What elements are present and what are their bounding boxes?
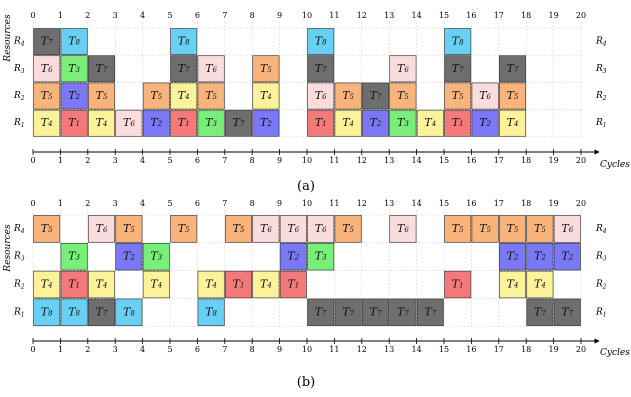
cell-label: T1 [177, 115, 190, 129]
cell-label: T6 [396, 221, 409, 235]
cell-label: T4 [342, 115, 355, 129]
bottom-tick-label: 17 [493, 156, 504, 165]
cell-label: T5 [177, 221, 190, 235]
cell-label: T1 [451, 115, 464, 129]
bottom-tick-label: 20 [575, 345, 587, 354]
top-tick-label: 11 [329, 199, 340, 208]
top-tick-label: 13 [384, 199, 395, 208]
bottom-tick-label: 12 [356, 156, 367, 165]
top-tick-label: 12 [356, 199, 367, 208]
cell-label: T5 [95, 88, 108, 102]
bottom-tick-label: 3 [112, 156, 118, 165]
row-label-left: $R_4$ [14, 223, 25, 235]
cell-label: T8 [68, 304, 81, 318]
cell-label: T7 [95, 304, 108, 318]
cell-label: T6 [259, 221, 272, 235]
cell-label: T5 [342, 221, 355, 235]
top-tick-label: 4 [140, 199, 146, 208]
cell-label: T5 [451, 88, 464, 102]
cell-label: T4 [259, 88, 272, 102]
bottom-tick-label: 4 [140, 345, 146, 354]
bottom-tick-label: 8 [249, 156, 255, 165]
row-label-right: $R_2$ [596, 279, 607, 290]
cell-label: T5 [259, 61, 272, 75]
bottom-tick-label: 19 [548, 156, 559, 165]
top-tick-label: 0 [30, 11, 36, 20]
row-label-right: $R_4$ [596, 36, 607, 48]
cell-label: T2 [479, 115, 492, 129]
cell-label: T7 [232, 115, 245, 129]
cell-label: T5 [506, 221, 519, 235]
cell-label: T2 [259, 115, 272, 129]
bottom-tick-label: 16 [466, 156, 477, 165]
bottom-tick-label: 15 [438, 156, 450, 165]
cell-label: T7 [314, 304, 327, 318]
bottom-tick-label: 6 [194, 345, 200, 354]
top-tick-label: 19 [548, 199, 559, 208]
cell-label: T1 [68, 115, 81, 129]
cell-label: T5 [40, 88, 53, 102]
x-axis-title: Cycles [600, 348, 630, 358]
top-tick-label: 7 [222, 11, 228, 20]
cell-label: T4 [177, 88, 190, 102]
bottom-tick-label: 7 [222, 345, 228, 354]
top-tick-label: 10 [301, 199, 313, 208]
bottom-tick-label: 18 [521, 156, 532, 165]
bottom-tick-label: 14 [411, 156, 422, 165]
cell-label: T3 [150, 249, 163, 263]
top-tick-label: 17 [493, 199, 504, 208]
cell-label: T3 [68, 61, 81, 75]
cell-label: T1 [451, 277, 464, 290]
row-label-left: $R_4$ [14, 36, 25, 48]
row-label-left: $R_2$ [14, 279, 25, 290]
bottom-tick-label: 1 [57, 345, 63, 354]
top-tick-label: 8 [249, 11, 255, 20]
bottom-tick-label: 7 [222, 156, 228, 165]
cell-label: T8 [205, 304, 218, 318]
cell-label: T8 [451, 34, 464, 48]
top-tick-label: 20 [575, 11, 587, 20]
top-tick-label: 2 [85, 199, 91, 208]
bottom-tick-label: 5 [167, 345, 173, 354]
cell-label: T6 [396, 61, 409, 75]
cell-label: T5 [150, 88, 163, 102]
top-tick-label: 5 [167, 11, 173, 20]
cell-label: T7 [561, 304, 574, 318]
bottom-tick-label: 2 [85, 345, 91, 354]
bottom-tick-label: 11 [329, 156, 340, 165]
cell-label: T5 [232, 221, 245, 235]
cell-label: T7 [314, 61, 327, 75]
bottom-tick-label: 1 [57, 156, 63, 165]
cell-label: T6 [479, 88, 492, 102]
top-tick-label: 15 [438, 199, 450, 208]
top-tick-label: 3 [112, 199, 118, 208]
bottom-tick-label: 19 [548, 345, 559, 354]
cell-label: T7 [506, 61, 519, 75]
row-label-left: $R_3$ [14, 63, 25, 75]
top-tick-label: 10 [301, 11, 313, 20]
cell-label: T7 [396, 304, 409, 318]
cell-label: T1 [287, 277, 300, 290]
bottom-tick-label: 17 [493, 345, 504, 354]
bottom-tick-label: 16 [466, 345, 477, 354]
cell-label: T7 [451, 61, 464, 75]
cell-label: T4 [506, 277, 519, 290]
cell-label: T5 [396, 88, 409, 102]
top-tick-label: 18 [521, 11, 532, 20]
cell-label: T3 [68, 249, 81, 263]
cell-label: T1 [314, 115, 327, 129]
row-label-left: $R_3$ [14, 251, 25, 263]
top-tick-label: 16 [466, 199, 477, 208]
top-tick-label: 16 [466, 11, 477, 20]
top-tick-label: 0 [30, 199, 36, 208]
cell-label: T6 [40, 61, 53, 75]
top-tick-label: 14 [411, 11, 422, 20]
cell-label: T8 [177, 34, 190, 48]
cell-label: T7 [369, 304, 382, 318]
top-tick-label: 12 [356, 11, 367, 20]
cell-label: T7 [95, 61, 108, 75]
cell-label: T6 [287, 221, 300, 235]
bottom-tick-label: 3 [112, 345, 118, 354]
bottom-tick-label: 20 [575, 156, 587, 165]
bottom-tick-label: 6 [194, 156, 200, 165]
cell-label: T6 [205, 61, 218, 75]
panel-a [0, 0, 630, 194]
cell-label: T2 [561, 249, 574, 263]
top-tick-label: 7 [222, 199, 228, 208]
bottom-tick-label: 15 [438, 345, 450, 354]
cell-label: T5 [122, 221, 135, 235]
top-tick-label: 15 [438, 11, 450, 20]
cell-label: T4 [506, 115, 519, 129]
cell-label: T2 [122, 249, 135, 263]
row-label-right: $R_4$ [596, 223, 607, 235]
cell-label: T8 [40, 304, 53, 318]
top-tick-label: 8 [249, 199, 255, 208]
cell-label: T4 [533, 277, 546, 290]
top-tick-label: 5 [167, 199, 173, 208]
cell-label: T5 [451, 221, 464, 235]
panel-caption: (b) [296, 375, 316, 390]
top-tick-label: 9 [277, 199, 283, 208]
bottom-tick-label: 0 [30, 345, 36, 354]
cell-label: T5 [342, 88, 355, 102]
row-label-left: $R_2$ [14, 91, 25, 102]
bottom-tick-label: 9 [277, 156, 283, 165]
panel-caption: (a) [297, 179, 315, 194]
cell-label: T6 [561, 221, 574, 235]
cell-label: T3 [205, 115, 218, 129]
row-label-right: $R_1$ [596, 307, 607, 318]
row-label-right: $R_2$ [596, 91, 607, 102]
top-tick-label: 6 [194, 199, 200, 208]
cell-label: T3 [314, 249, 327, 263]
cell-label: T1 [232, 277, 245, 290]
bottom-tick-label: 0 [30, 156, 36, 165]
top-tick-label: 3 [112, 11, 118, 20]
bottom-tick-label: 12 [356, 345, 367, 354]
top-tick-label: 19 [548, 11, 559, 20]
cell-label: T8 [122, 304, 135, 318]
cell-label: T4 [205, 277, 218, 290]
top-tick-label: 18 [521, 199, 532, 208]
cell-label: T4 [95, 115, 108, 129]
row-label-right: $R_3$ [596, 251, 607, 263]
cell-label: T5 [479, 221, 492, 235]
bottom-tick-label: 14 [411, 345, 422, 354]
row-label-left: $R_1$ [14, 307, 25, 318]
cell-label: T8 [68, 34, 81, 48]
cell-label: T7 [177, 61, 190, 75]
cell-label: T2 [287, 249, 300, 263]
bottom-tick-label: 10 [301, 156, 313, 165]
bottom-tick-label: 9 [277, 345, 283, 354]
cell-label: T6 [95, 221, 108, 235]
cell-label: T7 [40, 34, 53, 48]
bottom-tick-label: 13 [384, 345, 395, 354]
cell-label: T2 [150, 115, 163, 129]
cell-label: T7 [369, 88, 382, 102]
cell-label: T6 [314, 221, 327, 235]
top-tick-label: 13 [384, 11, 395, 20]
x-axis-title: Cycles [600, 160, 630, 170]
cell-label: T7 [533, 304, 546, 318]
cell-label: T4 [424, 115, 437, 129]
cell-label: T5 [205, 88, 218, 102]
cell-label: T7 [424, 304, 437, 318]
bottom-tick-label: 10 [301, 345, 313, 354]
bottom-tick-label: 5 [167, 156, 173, 165]
top-tick-label: 11 [329, 11, 340, 20]
row-label-left: $R_1$ [14, 118, 25, 129]
cell-label: T2 [533, 249, 546, 263]
cell-label: T5 [40, 221, 53, 235]
cell-label: T4 [259, 277, 272, 290]
cell-label: T3 [396, 115, 409, 129]
top-tick-label: 6 [194, 11, 200, 20]
cell-label: T4 [95, 277, 108, 290]
cell-label: T5 [506, 88, 519, 102]
bottom-tick-label: 2 [85, 156, 91, 165]
panel-b [3, 199, 630, 390]
cell-label: T2 [369, 115, 382, 129]
top-tick-label: 20 [575, 199, 587, 208]
cell-label: T5 [533, 221, 546, 235]
top-tick-label: 2 [85, 11, 91, 20]
bottom-tick-label: 11 [329, 345, 340, 354]
top-tick-label: 9 [277, 11, 283, 20]
bottom-tick-label: 18 [521, 345, 532, 354]
top-tick-label: 1 [57, 11, 63, 20]
cell-label: T2 [506, 249, 519, 263]
cell-label: T4 [150, 277, 163, 290]
cell-label: T7 [342, 304, 355, 318]
cell-label: T4 [40, 115, 53, 129]
bottom-tick-label: 13 [384, 156, 395, 165]
top-tick-label: 1 [57, 199, 63, 208]
bottom-tick-label: 8 [249, 345, 255, 354]
cell-label: T4 [40, 277, 53, 290]
row-label-right: $R_3$ [596, 63, 607, 75]
cell-label: T2 [68, 88, 81, 102]
cell-label: T6 [122, 115, 135, 129]
top-tick-label: 4 [140, 11, 146, 20]
cell-label: T1 [68, 277, 81, 290]
cell-label: T6 [314, 88, 327, 102]
cell-label: T8 [314, 34, 327, 48]
y-axis-title: Resources [3, 224, 13, 272]
row-label-right: $R_1$ [596, 118, 607, 129]
y-axis-title: Resources [3, 14, 13, 62]
top-tick-label: 17 [493, 11, 504, 20]
top-tick-label: 14 [411, 199, 422, 208]
bottom-tick-label: 4 [140, 156, 146, 165]
